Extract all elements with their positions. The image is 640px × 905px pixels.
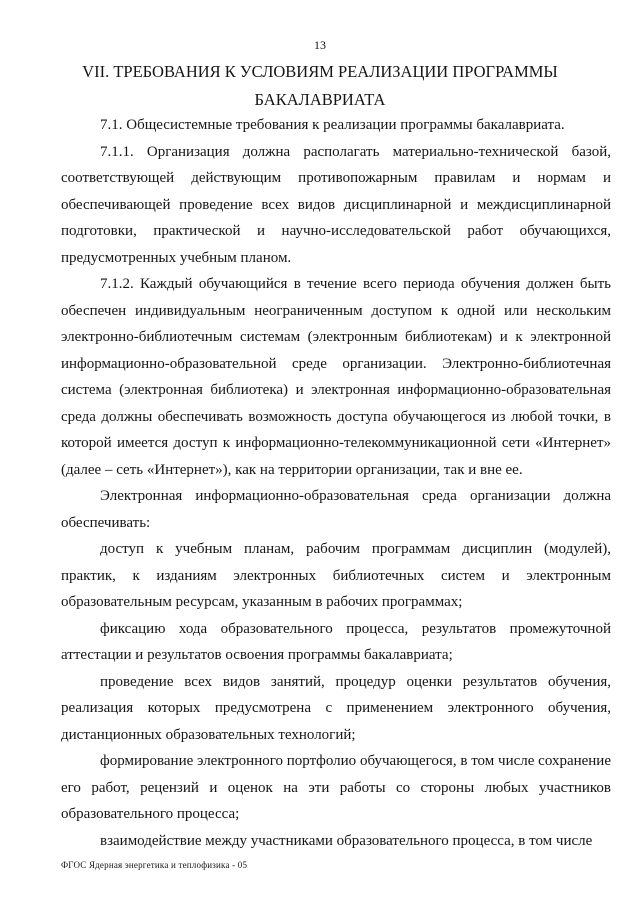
list-item-classes: проведение всех видов занятий, процедур оценки результатов обучения, реализация которых предусмотрена с применением электронного обучения, дистанционных образовательных технологий; [61,673,611,743]
paragraph-7-1-2: 7.1.2. Каждый обучающийся в течение всего периода обучения должен быть обеспечен индивидуальным неограниченным доступом к одной или нескольким электронно-библиотечным системам (электронным библиотекам) и к электронной информационно-образовательной среде организации. Электронно-библиотечная система (электронная библиотека) и электронная информационно-образовательная среда должны обеспечивать возможность доступа обучающегося из любой точки, в которой имеется доступ к информационно-телекоммуникационной сети «Интернет» (далее – сеть «Интернет»), как на территории организации, так и вне ее. [61,276,611,478]
section-heading: VII. ТРЕБОВАНИЯ К УСЛОВИЯМ РЕАЛИЗАЦИИ ПРОГРАММЫ БАКАЛАВРИАТА [82,62,558,109]
paragraph-7-1-1: 7.1.1. Организация должна располагать материально-технической базой, соответствующей действующим противопожарным правилам и нормам и обеспечивающей проведение всех видов дисциплинарной и междисциплинарной подготовки, практической и научно-исследовательской работ обучающихся, предусмотренных учебным планом. [61,143,611,266]
footer-note: ФГОС Ядерная энергетика и теплофизика - 05 [61,860,248,870]
list-item-portfolio: формирование электронного портфолио обучающегося, в том числе сохранение его работ, рецензий и оценок на эти работы со стороны любых участников образовательного процесса; [61,753,611,822]
list-item-recording: фиксацию хода образовательного процесса, результатов промежуточной аттестации и результатов освоения программы бакалавриата; [61,620,611,663]
list-item-interaction: взаимодействие между участниками образовательного процесса, в том числе [100,832,593,849]
page-number: 13 [314,38,326,52]
body-text [61,112,611,854]
paragraph-7-1: 7.1. Общесистемные требования к реализации программы бакалавриата. [100,117,565,133]
list-item-access: доступ к учебным планам, рабочим программам дисциплин (модулей), практик, к изданиям электронных библиотечных систем и электронным образовательным ресурсам, указанным в рабочих программах; [61,541,611,610]
paragraph-eios-intro: Электронная информационно-образовательная среда организации должна обеспечивать: [61,488,611,531]
